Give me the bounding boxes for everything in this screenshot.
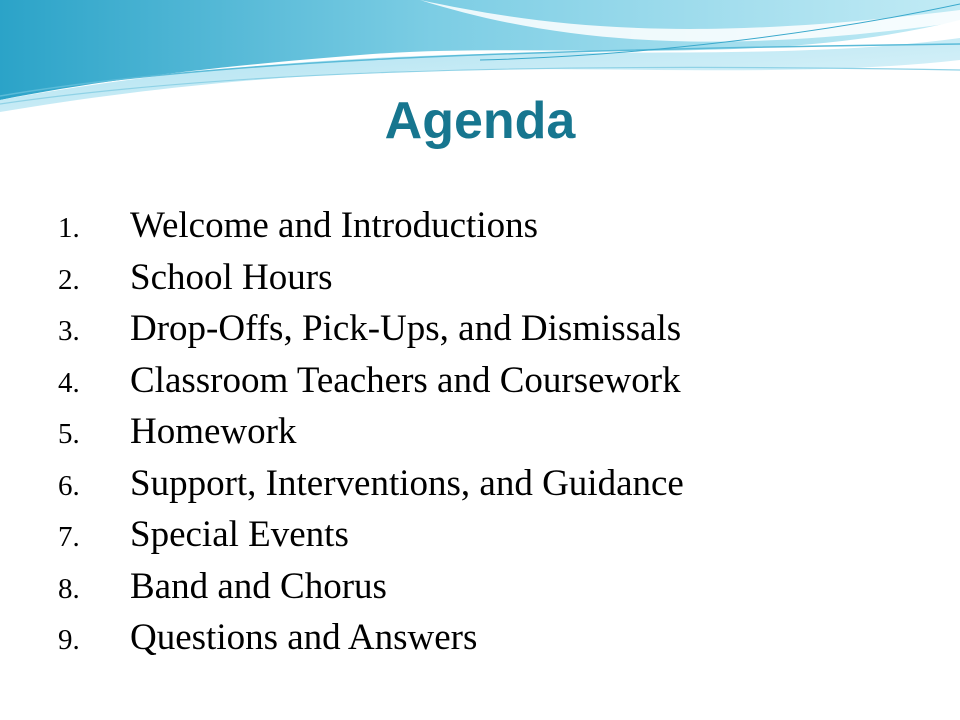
agenda-item-text: Drop-Offs, Pick-Ups, and Dismissals [130, 308, 682, 349]
agenda-item [58, 200, 938, 252]
agenda-item-text: Band and Chorus [130, 565, 387, 607]
agenda-item-text: School Hours [130, 256, 333, 298]
agenda-item-number: 6. [58, 469, 80, 502]
agenda-item-number: 5. [58, 418, 80, 450]
agenda-item [58, 303, 938, 355]
agenda-item-number: 4. [58, 366, 80, 399]
agenda-item-number: 3. [58, 315, 80, 347]
agenda-item [58, 355, 938, 407]
agenda-item-text: Questions and Answers [130, 617, 478, 658]
agenda-item-number: 8. [58, 572, 80, 605]
agenda-item-number: 2. [58, 263, 80, 296]
agenda-item-text: Classroom Teachers and Coursework [130, 359, 681, 401]
agenda-item-text: Welcome and Introductions [130, 205, 539, 246]
agenda-item [58, 406, 938, 458]
agenda-list [58, 200, 938, 664]
slide-title: Agenda [384, 92, 576, 150]
agenda-item-text: Special Events [130, 514, 349, 555]
agenda-item-number: 1. [58, 212, 80, 244]
agenda-item-number: 9. [58, 624, 80, 656]
agenda-item [58, 561, 938, 613]
agenda-item [58, 252, 938, 304]
agenda-item-text: Homework [130, 411, 297, 452]
agenda-item [58, 458, 938, 510]
agenda-item-text: Support, Interventions, and Guidance [130, 462, 684, 504]
agenda-item [58, 509, 938, 561]
agenda-item-number: 7. [58, 521, 80, 553]
agenda-item [58, 612, 938, 664]
